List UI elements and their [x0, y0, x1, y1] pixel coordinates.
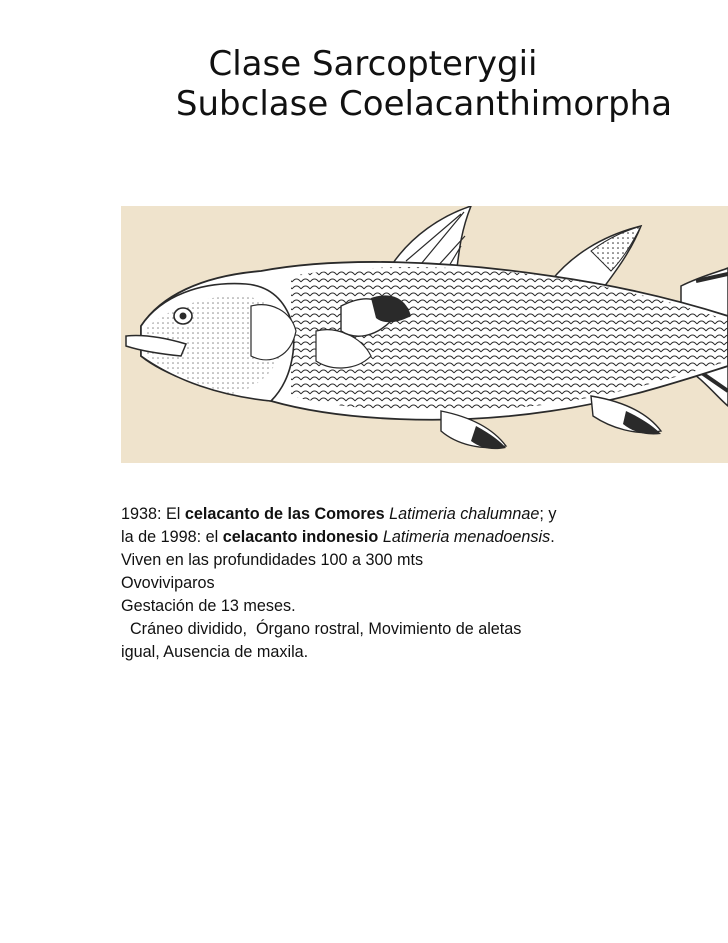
scientific-name-menadoensis: Latimeria menadoensis [382, 528, 551, 546]
coelacanth-drawing [121, 206, 728, 463]
text-line-2: la de 1998: el celacanto indonesio Latimeria menadoensis. [121, 528, 555, 546]
text-line-1: 1938: El celacanto de las Comores Latimeria chalumnae; y [121, 505, 557, 523]
slide-title [0, 44, 728, 124]
text-line-features-cont: igual, Ausencia de maxila. [121, 643, 309, 661]
text-line-reproduction: Ovoviviparos [121, 574, 215, 592]
species-indonesia: celacanto indonesio [222, 528, 379, 546]
scientific-name-chalumnae: Latimeria chalumnae [389, 505, 540, 523]
coelacanth-illustration [121, 206, 728, 463]
text-line-gestation: Gestación de 13 meses. [121, 597, 296, 615]
species-comoros: celacanto de las Comores [184, 505, 385, 523]
title-line-subclass: Subclase Coelacanthimorpha [175, 84, 673, 124]
description-text [121, 503, 681, 664]
text-line-depth: Viven en las profundidades 100 a 300 mts [121, 551, 424, 569]
text-line-features: Cráneo dividido, Órgano rostral, Movimiento de aletas [121, 620, 522, 638]
title-line-class: Clase Sarcopterygii [208, 44, 538, 84]
